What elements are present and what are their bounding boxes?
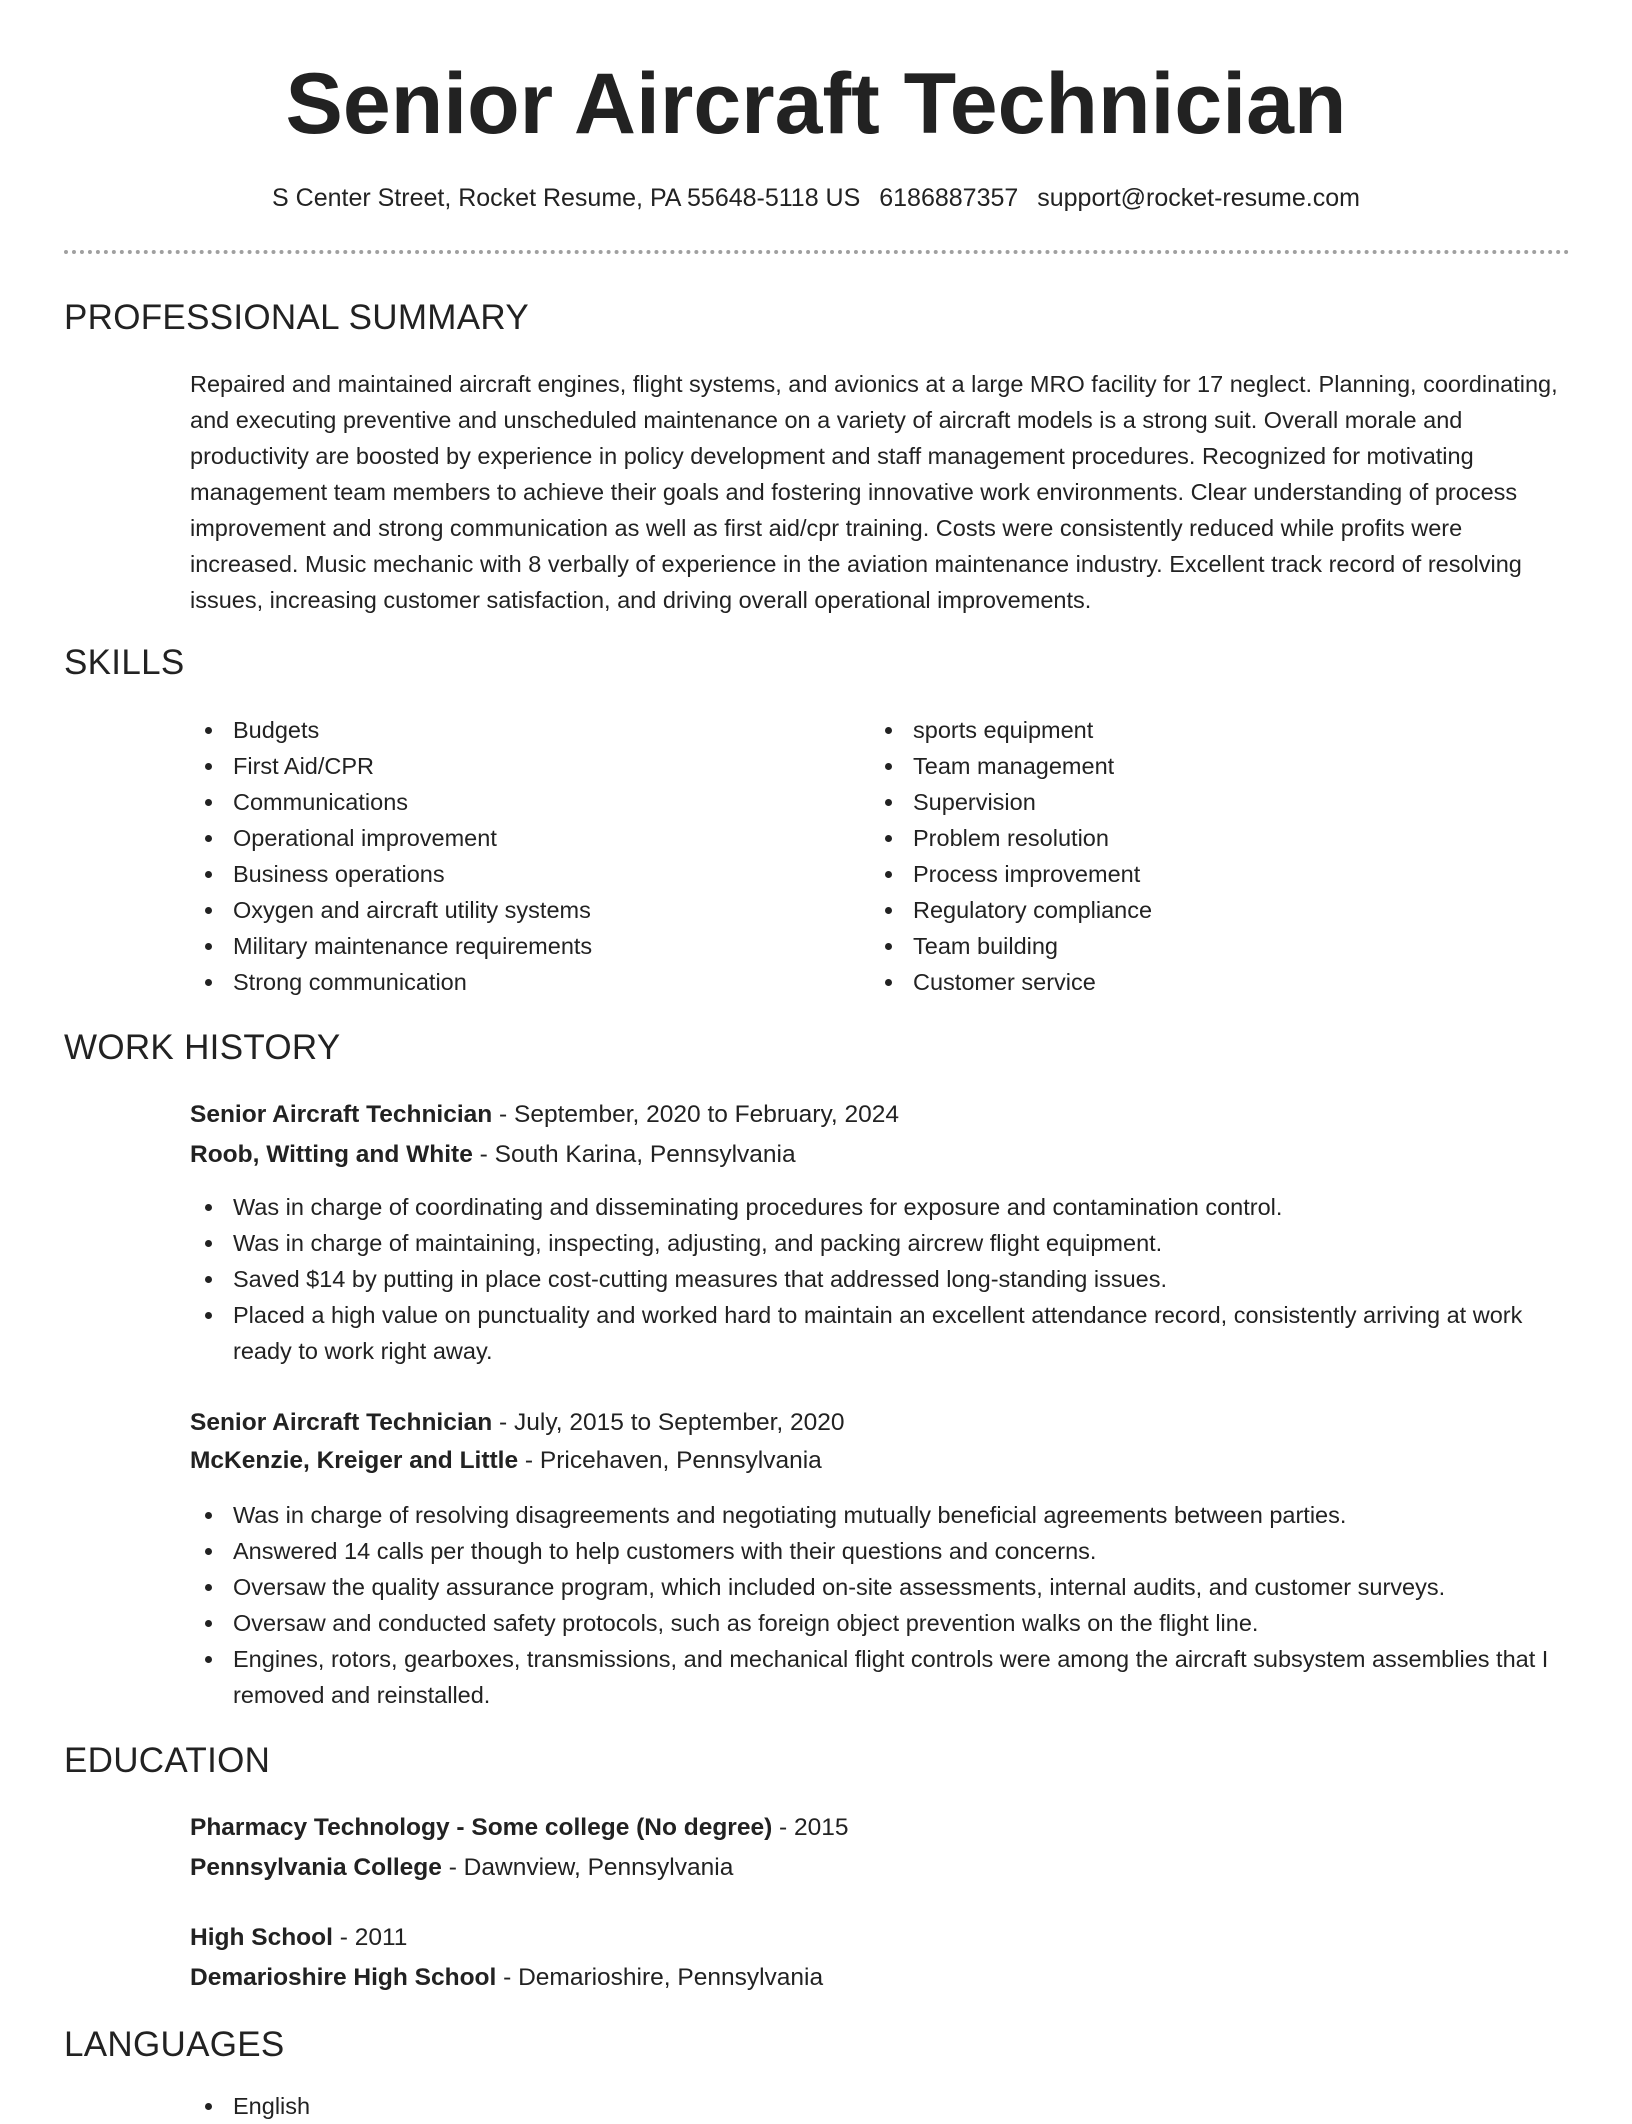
summary-heading: PROFESSIONAL SUMMARY	[64, 298, 529, 337]
job-bullet: Placed a high value on punctuality and worked hard to maintain an excellent attendance record, consistently arriving at work ready to work right away.	[190, 1297, 1570, 1369]
education-heading: EDUCATION	[64, 1741, 271, 1780]
job-bullet: Saved $14 by putting in place cost-cutting measures that addressed long-standing issues.	[190, 1261, 1570, 1297]
education-degree: Pharmacy Technology - Some college (No degree)	[190, 1814, 773, 1841]
education-school-line	[190, 1958, 823, 1998]
education-degree-line	[190, 1918, 407, 1958]
header-divider	[64, 250, 1570, 254]
skill-item: Process improvement	[870, 856, 1550, 892]
job-company-line	[190, 1135, 796, 1175]
work-history-heading: WORK HISTORY	[64, 1028, 341, 1067]
languages-heading: LANGUAGES	[64, 2025, 285, 2064]
job-company-line	[190, 1441, 822, 1481]
job-bullet: Was in charge of coordinating and disseminating procedures for exposure and contamination control.	[190, 1189, 1570, 1225]
skill-item: Operational improvement	[190, 820, 830, 856]
education-location: - Dawnview, Pennsylvania	[441, 1854, 734, 1881]
skills-list-right	[870, 712, 1550, 1000]
job-dates: - July, 2015 to September, 2020	[492, 1409, 845, 1436]
skill-item: Oxygen and aircraft utility systems	[190, 892, 830, 928]
job-title: Senior Aircraft Technician	[190, 1409, 493, 1436]
education-year: - 2015	[772, 1814, 849, 1841]
job-location: - Pricehaven, Pennsylvania	[518, 1447, 822, 1474]
skill-item: Strong communication	[190, 964, 830, 1000]
email: support@rocket-resume.com	[1037, 184, 1360, 212]
skill-item: Military maintenance requirements	[190, 928, 830, 964]
job-bullet: Engines, rotors, gearboxes, transmissions, and mechanical flight controls were among the aircraft subsystem assemblies that I removed and reinstalled.	[190, 1641, 1570, 1713]
language-item: English	[190, 2088, 1570, 2124]
job-company: McKenzie, Kreiger and Little	[190, 1447, 519, 1474]
job-title-line	[190, 1095, 899, 1135]
skill-item: First Aid/CPR	[190, 748, 830, 784]
skills-list-left	[190, 712, 830, 1000]
job-company: Roob, Witting and White	[190, 1141, 473, 1168]
job-bullet: Oversaw the quality assurance program, which included on-site assessments, internal audits, and customer surveys.	[190, 1569, 1570, 1605]
job-dates: - September, 2020 to February, 2024	[492, 1101, 900, 1128]
skill-item: sports equipment	[870, 712, 1550, 748]
education-school: Pennsylvania College	[190, 1854, 442, 1881]
phone: 6186887357	[879, 184, 1019, 212]
job-bullet: Was in charge of resolving disagreements and negotiating mutually beneficial agreements between parties.	[190, 1497, 1570, 1533]
summary-text: Repaired and maintained aircraft engines, flight systems, and avionics at a large MRO facility for 17 neglect. Planning, coordinating, and executing preventive and unscheduled maintenance on a variety of aircraft models is a strong suit. Overall morale and productivity are boosted by experience in policy development and staff management procedures. Recognized for motivating management team members to achieve their goals and fostering innovative work environments. Clear understanding of process improvement and strong communication as well as first aid/cpr training. Costs were consistently reduced while profits were increased. Music mechanic with 8 verbally of experience in the aviation maintenance industry. Excellent track record of resolving issues, increasing customer satisfaction, and driving overall operational improvements.	[190, 371, 1558, 613]
job-title: Senior Aircraft Technician	[190, 1101, 493, 1128]
skill-item: Communications	[190, 784, 830, 820]
education-year: - 2011	[332, 1924, 408, 1951]
job-bullet: Oversaw and conducted safety protocols, such as foreign object prevention walks on the flight line.	[190, 1605, 1570, 1641]
skill-item: Business operations	[190, 856, 830, 892]
education-school-line	[190, 1848, 733, 1888]
job-bullet: Answered 14 calls per though to help customers with their questions and concerns.	[190, 1533, 1570, 1569]
education-degree-line	[190, 1808, 849, 1848]
skill-item: Problem resolution	[870, 820, 1550, 856]
job-bullets	[190, 1189, 1570, 1369]
skill-item: Customer service	[870, 964, 1550, 1000]
languages-list	[190, 2088, 1570, 2124]
job-bullets	[190, 1497, 1570, 1713]
skill-item: Team building	[870, 928, 1550, 964]
job-bullet: Was in charge of maintaining, inspecting, adjusting, and packing aircrew flight equipment.	[190, 1225, 1570, 1261]
skills-heading: SKILLS	[64, 643, 185, 682]
job-location: - South Karina, Pennsylvania	[472, 1141, 796, 1168]
address: S Center Street, Rocket Resume, PA 55648-5118 US	[272, 184, 861, 212]
skill-item: Supervision	[870, 784, 1550, 820]
resume-title: Senior Aircraft Technician	[285, 56, 1347, 152]
job-title-line	[190, 1403, 845, 1443]
skill-item: Budgets	[190, 712, 830, 748]
education-school: Demarioshire High School	[190, 1964, 497, 1991]
skill-item: Team management	[870, 748, 1550, 784]
contact-line	[0, 178, 1632, 218]
education-degree: High School	[190, 1924, 333, 1951]
education-location: - Demarioshire, Pennsylvania	[496, 1964, 824, 1991]
skill-item: Regulatory compliance	[870, 892, 1550, 928]
